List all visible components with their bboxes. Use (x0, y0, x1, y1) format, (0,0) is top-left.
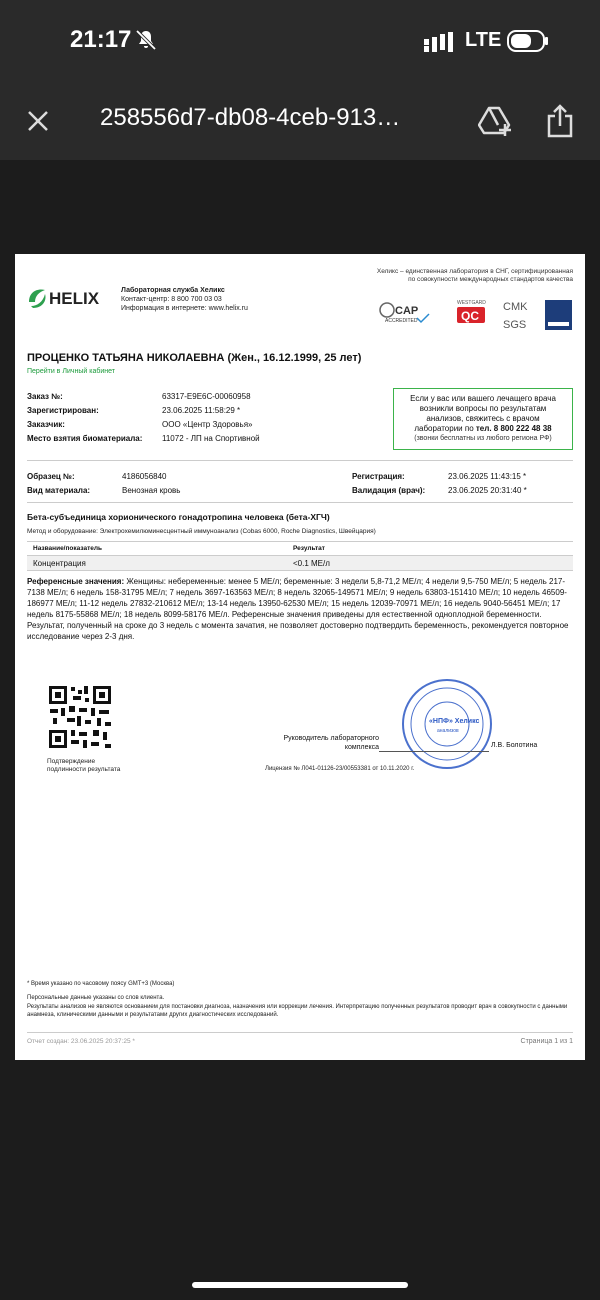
svg-text:CMK: CMK (503, 301, 528, 313)
order-no: 63317-E9E6C-00060958 (162, 392, 251, 401)
row-name: Концентрация (33, 559, 86, 568)
close-icon[interactable] (26, 109, 50, 133)
svg-text:CAP: CAP (395, 305, 419, 317)
col-result: Результат (293, 545, 325, 552)
qr-caption-1: Подтверждение (47, 758, 96, 765)
info-note: (звонки бесплатны из любого региона РФ) (414, 435, 552, 442)
test-method: Метод и оборудование: Электрохемилюминесцентный иммуноанализ (Cobas 6000, Roche Diagnostics, Швейцария) (27, 528, 376, 535)
signer-role (259, 734, 379, 752)
accreditation-text: Хеликс – единственная лаборатория в СНГ, сертифицированная по совокупности международных стандартов качества (376, 268, 573, 283)
validation-label: Валидация (врач): (352, 486, 426, 495)
report-created: Отчет создан: 23.06.2025 20:37:25 * (27, 1038, 135, 1045)
row-result: <0.1 МЕ/л (293, 559, 330, 568)
status-bar (0, 0, 600, 82)
info-line-1: Если у вас или вашего лечащего врача (410, 394, 556, 403)
order-no-label: Заказ №: (27, 392, 63, 401)
svg-text:анализов: анализов (437, 728, 459, 734)
add-to-drive-icon[interactable] (478, 106, 512, 136)
info-prefix: лаборатории по (414, 424, 474, 433)
lab-info (121, 286, 248, 313)
share-icon[interactable] (546, 104, 574, 138)
network-type: LTE (465, 29, 502, 51)
signal-icon (424, 32, 456, 52)
signature-line (379, 751, 489, 752)
license: Лицензия № Л041-01126-23/00553381 от 10.11.2020 г. (265, 766, 415, 772)
page-footer (27, 1038, 573, 1045)
results-table (27, 541, 573, 571)
table-row (27, 555, 573, 571)
svg-text:QC: QC (461, 309, 479, 323)
svg-text:WESTGARD: WESTGARD (457, 300, 486, 306)
registered-label: Зарегистрирован: (27, 406, 99, 415)
signer-role-2: комплекса (344, 744, 379, 751)
registration-label: Регистрация: (352, 472, 405, 481)
order-info (27, 390, 362, 446)
viewer-app-bar (0, 82, 600, 160)
footnotes (27, 980, 573, 1025)
validation: 23.06.2025 20:31:40 * (448, 486, 527, 495)
customer: ООО «Центр Здоровья» (162, 420, 253, 429)
footnote-disclaimer: Результаты анализов не являются основанием для постановки диагноза, назначения или коррекции лечения. Интерпретацию полученных результатов проводит врач в совокупности с данными анамнеза, клиническими данными и результатами других диагностических исследований. (27, 1004, 568, 1018)
test-title: Бета-субъединица хорионического гонадотропина человека (бета-ХГЧ) (27, 512, 330, 522)
lab-stamp (399, 676, 495, 772)
divider (27, 1032, 573, 1033)
qr-code[interactable] (47, 684, 113, 750)
registration: 23.06.2025 11:43:15 * (448, 472, 527, 481)
footnote-personal: Персональные данные указаны со слов клиента. (27, 995, 165, 1001)
status-time: 21:17 (70, 26, 132, 53)
signer-name: Л.В. Болотина (491, 742, 538, 749)
info-line-3: анализов, свяжитесь с врачом (426, 414, 540, 423)
references-label: Референсные значения: (27, 577, 125, 586)
sample-no: 4186056840 (122, 472, 167, 481)
info-line-2: возникли вопросы по результатам (419, 404, 547, 413)
svg-text:HELIX: HELIX (49, 289, 100, 308)
sample-label: Образец №: (27, 472, 75, 481)
references-text: Женщины: небеременные: менее 5 МЕ/л; беременные: 3 недели 5,8-71,2 МЕ/л; 4 недели 9,5-750 МЕ/л; 5 недель 217-7138 МЕ/л; 6 недель 158-31795 МЕ/л; 7 недель 3697-163563 МЕ/л; 8 недель 32065-149571 МЕ/л; 9 недель 63803-151410 МЕ/л; 10 недель 46509-186977 МЕ/л; 11-12 недель 27832-210612 МЕ/л; 13-14 недель 13950-62530 МЕ/л; 15 недель 12039-70971 МЕ/л; 16 недель 9040-56451 МЕ/л; 17 недель 8175-55868 МЕ/л; 18 недель 8099-58176 МЕ/л. Референсные значения приведены для естественной одноплодной беременности. Результат, полученный на сроке до 3 недель с момента зачатия, не позволяет достоверно подтвердить беременность, рекомендуется повторное исследование через 2-3 дня. (27, 577, 569, 641)
battery-icon (507, 30, 549, 52)
qr-caption-2: подлинности результата (47, 766, 121, 773)
reference-values (27, 576, 573, 642)
personal-cabinet-link[interactable]: Перейти в Личный кабинет (27, 368, 116, 375)
lab-contact: Контакт-центр: 8 800 700 03 03 (121, 296, 222, 303)
place: 11072 - ЛП на Спортивной (162, 434, 260, 443)
info-line-4 (394, 424, 572, 434)
svg-text:«НПФ» Хеликс: «НПФ» Хеликс (429, 718, 480, 725)
patient-name: ПРОЦЕНКО ТАТЬЯНА НИКОЛАЕВНА (Жен., 16.12.1999, 25 лет) (27, 352, 362, 364)
svg-text:SGS: SGS (503, 319, 527, 331)
doctor-contact-box (393, 388, 573, 450)
col-name: Название/показатель (33, 545, 103, 552)
accreditation-logos (373, 296, 573, 332)
lab-website: Информация в интернете: www.helix.ru (121, 305, 248, 312)
divider (27, 502, 573, 503)
qr-caption (47, 758, 120, 774)
sample-info (27, 470, 527, 498)
material-label: Вид материала: (27, 486, 91, 495)
signer-role-1: Руководитель лабораторного (283, 735, 379, 742)
divider (27, 460, 573, 461)
lab-phone: тел. 8 800 222 48 38 (475, 424, 552, 433)
registered: 23.06.2025 11:58:29 * (162, 406, 241, 415)
results-header (27, 541, 573, 555)
svg-text:ACCREDITED: ACCREDITED (385, 318, 418, 324)
file-title: 258556d7-db08-4ceb-913… (100, 104, 401, 131)
lab-name: Лабораторная служба Хеликс (121, 287, 225, 294)
home-indicator[interactable] (192, 1282, 408, 1288)
document-page (15, 254, 585, 1060)
page-number: Страница 1 из 1 (520, 1038, 573, 1045)
footnote-timezone: * Время указано по часовому поясу GMT+3 (Москва) (27, 981, 175, 987)
helix-logo (27, 284, 107, 310)
material: Венозная кровь (122, 486, 181, 495)
customer-label: Заказчик: (27, 420, 65, 429)
bell-off-icon (134, 28, 158, 52)
place-label: Место взятия биоматериала: (27, 434, 143, 443)
